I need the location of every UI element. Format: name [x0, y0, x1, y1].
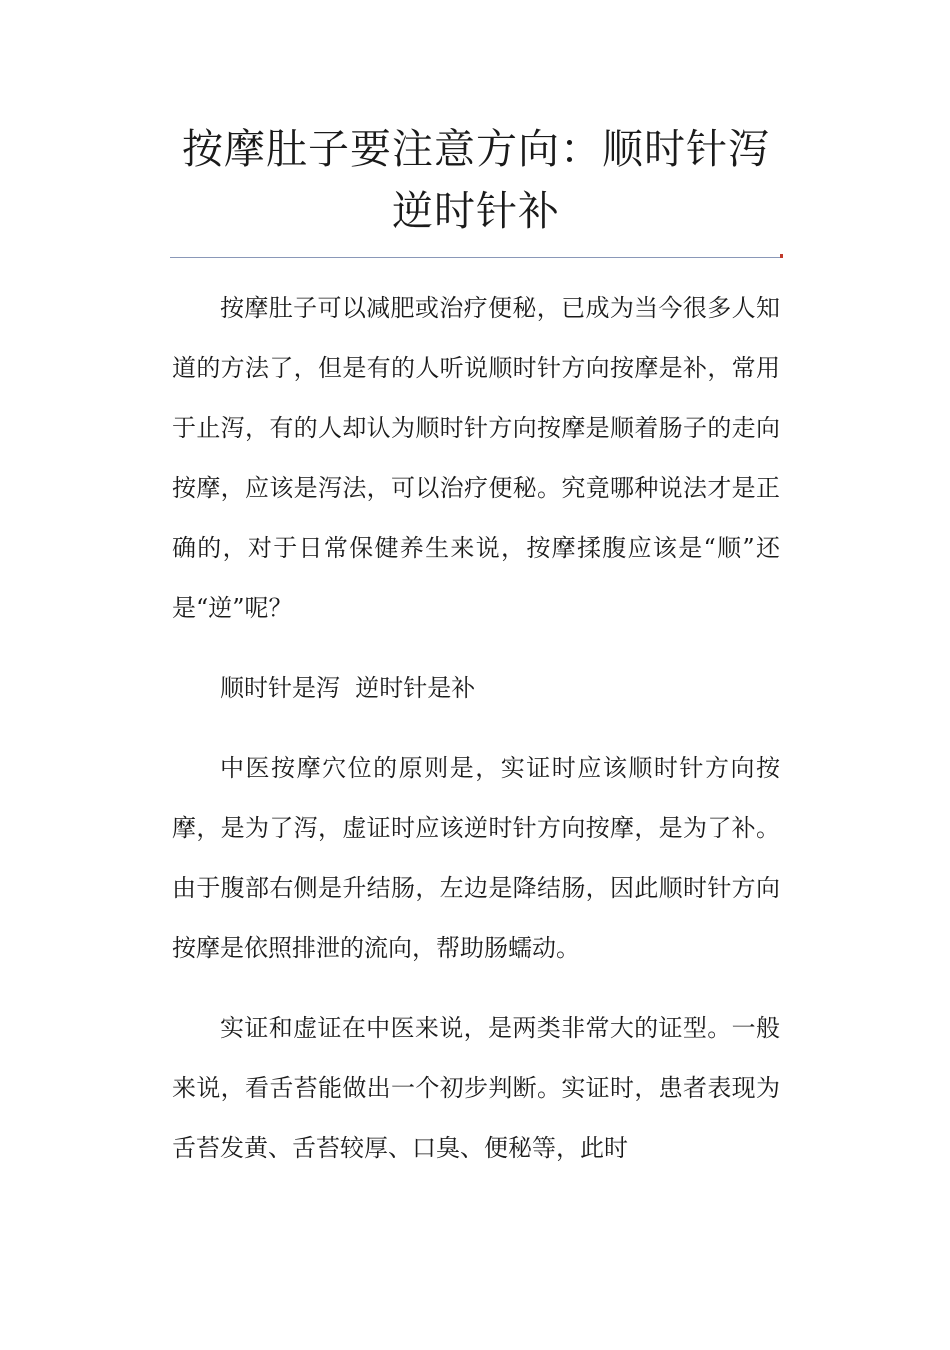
paragraph-principle: 中医按摩穴位的原则是，实证时应该顺时针方向按摩，是为了泻，虚证时应该逆时针方向按摩，是为了补。由于腹部右侧是升结肠，左边是降结肠，因此顺时针方向按摩是依照排泄的流向，帮助肠蠕动。	[172, 754, 780, 962]
document-body	[172, 278, 780, 1178]
title-divider	[170, 257, 782, 258]
section-heading: 顺时针是泻 逆时针是补	[220, 674, 476, 702]
document-title	[170, 118, 782, 242]
divider-end-mark	[780, 254, 783, 258]
title-line-2: 逆时针补	[392, 187, 560, 235]
paragraph-intro: 按摩肚子可以减肥或治疗便秘，已成为当今很多人知道的方法了，但是有的人听说顺时针方向按摩是补，常用于止泻，有的人却认为顺时针方向按摩是顺着肠子的走向按摩，应该是泻法，可以治疗便秘。究竟哪种说法才是正确的，对于日常保健养生来说，按摩揉腹应该是“顺”还是“逆”呢？	[172, 294, 780, 622]
paragraph-syndromes: 实证和虚证在中医来说，是两类非常大的证型。一般来说，看舌苔能做出一个初步判断。实证时，患者表现为舌苔发黄、舌苔较厚、口臭、便秘等，此时	[172, 1014, 780, 1162]
title-line-1: 按摩肚子要注意方向：顺时针泻	[182, 125, 770, 173]
